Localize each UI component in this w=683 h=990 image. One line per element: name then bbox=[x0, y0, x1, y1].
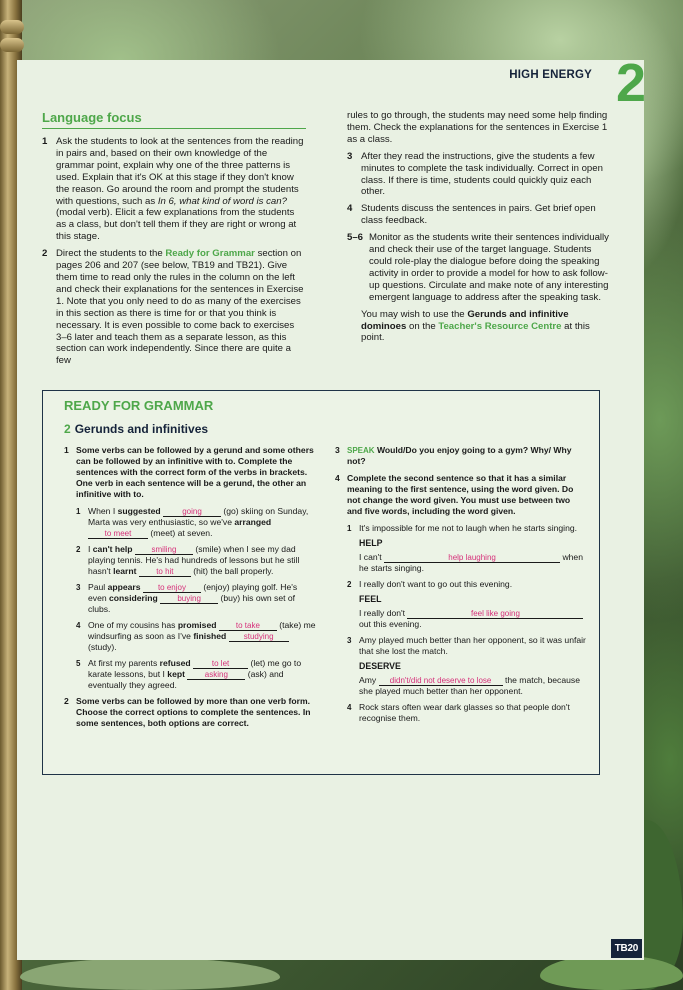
background-leaf bbox=[20, 958, 280, 990]
exercise-4-item: 2 I really don't want to go out this evening. FEEL I really don't feel like going out this evening. bbox=[347, 579, 587, 630]
target-verb: finished bbox=[193, 631, 227, 641]
exercise-1-sentence: 5 At first my parents refused to let (let) me go to karate lessons, but I kept asking (ask) and eventually they agreed. bbox=[76, 658, 302, 690]
target-verb: suggested bbox=[117, 506, 161, 516]
exercise-1-items bbox=[64, 506, 316, 691]
answer-gap[interactable]: didn't/did not deserve to lose bbox=[379, 676, 503, 686]
grammar-section-title: 2 Gerunds and infinitives bbox=[64, 422, 209, 436]
exercise-4-item bbox=[347, 702, 587, 724]
answer-gap[interactable]: going bbox=[163, 507, 221, 517]
target-verb: considering bbox=[109, 593, 158, 603]
language-focus-heading: Language focus bbox=[42, 110, 306, 129]
exercise-1-sentence: 2 I can't help smiling (smile) when I see my dad playing tennis. He's had hundreds of lessons but he still hasn't learnt to hit (hit) the ball properly. bbox=[76, 544, 300, 576]
exercise-4-item: 1 It's impossible for me not to laugh when he starts singing. HELP I can't help laughing when he starts singing. bbox=[347, 523, 587, 574]
exercise-4: 4 Complete the second sentence so that it has a similar meaning to the first sentence, using the word given. Do not change the word given. You must use between two and five words, including the word given. bbox=[335, 473, 574, 516]
item-number: 3 bbox=[347, 636, 352, 645]
original-sentence: I really don't want to go out this evening. bbox=[359, 579, 513, 589]
teacher-notes-left-column bbox=[42, 136, 306, 372]
ready-for-grammar-box bbox=[42, 390, 600, 775]
exercise-1: 1 Some verbs can be followed by a gerund and some others can be followed by an infinitive with to. Complete the sentences with the correct form of the verbs in brackets. One verb in each sentence will be a gerund, the other an infinitive with to. bbox=[64, 445, 314, 499]
item-number: 4 bbox=[347, 703, 352, 712]
grammar-left-column bbox=[64, 445, 316, 735]
item-number: 1 bbox=[347, 524, 352, 533]
exercise-1-sentence: 1 When I suggested going (go) skiing on Sunday, Marta was very enthusiastic, so we've arranged to meet (meet) at seven. bbox=[76, 506, 309, 538]
teacher-note-continuation: rules to go through, the students may need some help finding them. Check the explanations for the sentences in Exercise 1 as a class. bbox=[347, 110, 608, 145]
key-word: DESERVE bbox=[359, 661, 401, 671]
background-pole-ring bbox=[0, 38, 24, 52]
original-sentence: It's impossible for me not to laugh when he starts singing. bbox=[359, 523, 578, 533]
unit-header-title: HIGH ENERGY bbox=[509, 69, 592, 81]
original-sentence: Rock stars often wear dark glasses so that people don't recognise them. bbox=[359, 702, 570, 723]
answer-gap[interactable]: to hit bbox=[139, 567, 191, 577]
target-verb: can't help bbox=[92, 544, 133, 554]
answer-gap[interactable]: buying bbox=[160, 594, 218, 604]
item-number: 2 bbox=[76, 545, 81, 554]
item-number: 5 bbox=[76, 659, 81, 668]
item-number: 3 bbox=[76, 583, 81, 592]
item-number: 1 bbox=[76, 507, 81, 516]
answer-gap[interactable]: studying bbox=[229, 632, 289, 642]
grammar-right-column bbox=[335, 445, 587, 729]
answer-gap[interactable]: to meet bbox=[88, 529, 148, 539]
key-word: HELP bbox=[359, 538, 383, 548]
exercise-1-sentence: 3 Paul appears to enjoy (enjoy) playing golf. He's even considering buying (buy) his own set of clubs. bbox=[76, 582, 298, 614]
key-word: FEEL bbox=[359, 594, 382, 604]
answer-gap[interactable]: to let bbox=[193, 659, 248, 669]
teacher-note-item: 5–6 Monitor as the students write their sentences individually and check their use of the target language. Students could role-play the dialogue before doing the speaking activity in order to provide a model for how to ask follow-up questions. Circulate and make note of any interesting emergent language to address after the speaking task. bbox=[347, 232, 609, 303]
teacher-note-item: 2 Direct the students to the Ready for Grammar section on pages 206 and 207 (see below, TB19 and TB21). Give them time to read only the rules in the column on the left and check their explanations for the sentences in Exercise 1. Note that you only need to do as many of the exercises in this section as there is time for or that you think is necessary. It is even possible to come back to exercises 3–6 later and teach them as a separate lesson, as this section can work independently. Since there are quite a few bbox=[42, 248, 304, 367]
background-leaf bbox=[540, 955, 683, 990]
answer-gap[interactable]: smiling bbox=[135, 545, 193, 555]
exercise-3: 3 SPEAK Would/Do you enjoy going to a gym? Why/ Why not? bbox=[335, 445, 572, 466]
item-number: 4 bbox=[76, 621, 81, 630]
background-pole-ring bbox=[0, 20, 24, 34]
teacher-note-closing: You may wish to use the Gerunds and infinitive dominoes on the Teacher's Resource Centre at this point. bbox=[361, 308, 590, 344]
original-sentence: Amy played much better than her opponent, so it was unfair that she lost the match. bbox=[359, 635, 586, 656]
answer-gap[interactable]: help laughing bbox=[384, 553, 560, 563]
answer-gap[interactable]: feel like going bbox=[407, 609, 583, 619]
target-verb: kept bbox=[167, 669, 185, 679]
target-verb: appears bbox=[107, 582, 141, 592]
exercise-2: 2 Some verbs can be followed by more than one verb form. Choose the correct options to complete the sentences. In some sentences, both options are correct. bbox=[64, 696, 311, 728]
teachers-resource-centre-link[interactable]: Teacher's Resource Centre bbox=[438, 320, 562, 332]
answer-gap[interactable]: to take bbox=[219, 621, 277, 631]
target-verb: arranged bbox=[234, 517, 272, 527]
target-verb: promised bbox=[177, 620, 217, 630]
teacher-note-item: 1 Ask the students to look at the sentences from the reading in pairs and, based on their own knowledge of the grammar point, explain why one of the three patterns is used. Explain that it's OK at this stage if they don't know the reason. Go around the room and prompt the students with questions, such as In 6, what kind of word is can? (modal verb). Elicit a few explanations from the students as a class, but don't tell them if they are right or wrong at this stage. bbox=[42, 136, 304, 243]
exercise-4-items bbox=[335, 523, 587, 724]
speak-label: SPEAK bbox=[347, 446, 375, 455]
answer-gap[interactable]: to enjoy bbox=[143, 583, 201, 593]
unit-number: 2 bbox=[615, 53, 646, 113]
exercise-4-item: 3 Amy played much better than her opponent, so it was unfair that she lost the match. DESERVE Amy didn't/did not deserve to lose the match, because she played much better than her opponent. bbox=[347, 635, 586, 696]
page-number: TB20 bbox=[611, 939, 642, 958]
item-number: 2 bbox=[347, 580, 352, 589]
teacher-note-item: 3 After they read the instructions, give the students a few minutes to complete the task individually. Correct in open class. If there is time, students could quickly quiz each other. bbox=[347, 150, 603, 198]
teacher-note-item: 4 Students discuss the sentences in pairs. Get brief open class feedback. bbox=[347, 203, 596, 227]
ready-for-grammar-title: READY FOR GRAMMAR bbox=[64, 398, 214, 413]
target-verb: learnt bbox=[113, 566, 137, 576]
answer-gap[interactable]: asking bbox=[187, 670, 245, 680]
ready-for-grammar-link[interactable]: Ready for Grammar bbox=[165, 248, 255, 260]
target-verb: refused bbox=[159, 658, 191, 668]
teacher-notes-right-column bbox=[347, 110, 609, 349]
textbook-page bbox=[17, 53, 646, 960]
exercise-1-sentence: 4 One of my cousins has promised to take (take) me windsurfing as soon as I've finished studying (study). bbox=[76, 620, 316, 652]
